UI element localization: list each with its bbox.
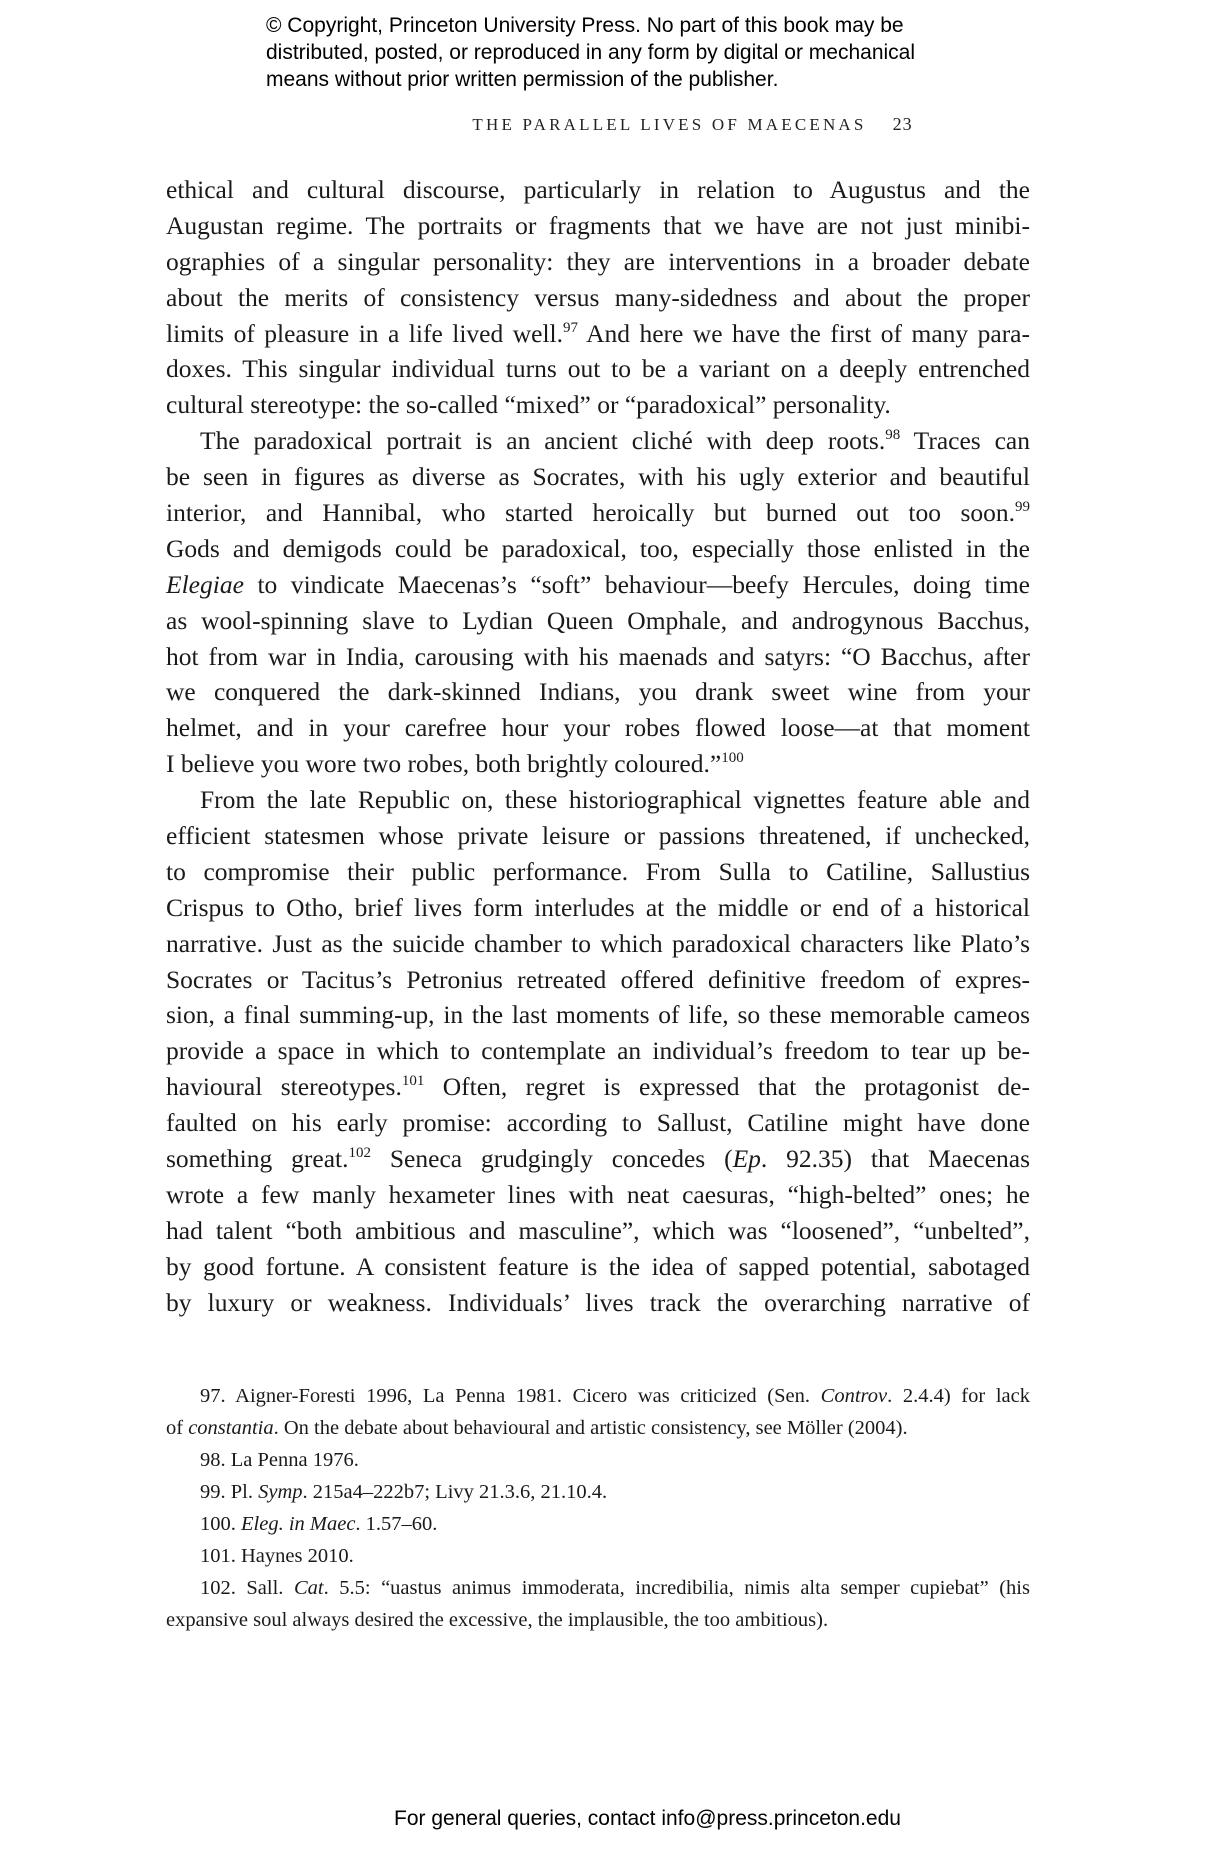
copyright-line: distributed, posted, or reproduced in any form by digital or mechanical xyxy=(266,41,916,64)
italic-title: Eleg. in Maec xyxy=(241,1513,356,1535)
footnote-ref-102[interactable]: 102 xyxy=(348,1145,371,1162)
text-span: 97. Aigner-Foresti 1996, La Penna 1981. Cicero was criticized (Sen. xyxy=(200,1385,821,1407)
text-line: provide a space in which to contemplate an individual’s freedom to tear up be- xyxy=(166,1036,1030,1066)
text-line: wrote a few manly hexameter lines with neat caesuras, “high-belted” ones; he xyxy=(166,1179,1030,1209)
text-line xyxy=(166,316,1030,352)
page-number: 23 xyxy=(892,114,913,134)
footnote-98 xyxy=(166,1444,1030,1476)
text-span: to vindicate Maecenas’s “soft” behaviour—beefy Hercules, doing time xyxy=(243,569,1030,599)
text-line xyxy=(166,423,1030,459)
text-line: ethical and cultural discourse, particularly in relation to Augustus and the xyxy=(166,175,1030,204)
text-span: 100. xyxy=(200,1513,241,1535)
text-line: doxes. This singular individual turns out to be a variant on a deeply entrenched xyxy=(166,354,1030,384)
text-span: . On the debate about behavioural and artistic consistency, see Möller (2004). xyxy=(273,1417,908,1439)
text-line: Crispus to Otho, brief lives form interludes at the middle or end of a historical xyxy=(166,892,1030,922)
text-span: of xyxy=(166,1417,189,1439)
footnote-97 xyxy=(166,1380,1030,1444)
running-title: THE PARALLEL LIVES OF MAECENAS xyxy=(472,115,867,134)
text-line xyxy=(166,495,1030,531)
footnote-ref-98[interactable]: 98 xyxy=(885,427,901,444)
footnote-ref-100[interactable]: 100 xyxy=(721,750,744,767)
copyright-notice xyxy=(266,12,1026,93)
text-span: And here we have the first of many para- xyxy=(578,318,1030,348)
text-line xyxy=(166,567,1030,603)
text-line: hot from war in India, carousing with his maenads and satyrs: “O Bacchus, after xyxy=(166,641,1030,671)
text-line: by luxury or weakness. Individuals’ lives track the overarching narrative of xyxy=(166,1287,1030,1317)
footnote-ref-97[interactable]: 97 xyxy=(563,319,578,336)
copyright-line: means without prior written permission of the publisher. xyxy=(266,68,779,91)
text-line: narrative. Just as the suicide chamber to which paradoxical characters like Plato’s xyxy=(166,928,1030,958)
text-span: Traces can xyxy=(900,426,1030,456)
text-line: ographies of a singular personality: they are interventions in a broader debate xyxy=(166,246,1030,276)
text-line: Socrates or Tacitus’s Petronius retreated offered definitive freedom of expres- xyxy=(166,964,1030,994)
text-line xyxy=(166,1069,1030,1105)
text-line: as wool-spinning slave to Lydian Queen Omphale, and androgynous Bacchus, xyxy=(166,605,1030,635)
text-line: faulted on his early promise: according to Sallust, Catiline might have done xyxy=(166,1108,1030,1138)
text-line: Gods and demigods could be paradoxical, too, especially those enlisted in the xyxy=(166,533,1030,563)
footnote-line: 101. Haynes 2010. xyxy=(200,1545,354,1567)
copyright-line: © Copyright, Princeton University Press. No part of this book may be xyxy=(266,14,904,37)
text-line: helmet, and in your carefree hour your robes flowed loose—at that moment xyxy=(166,713,1030,743)
footnotes xyxy=(166,1380,1030,1636)
italic-title: Controv xyxy=(820,1385,888,1407)
footnote-line xyxy=(166,1380,1030,1412)
text-span: Seneca grudgingly concedes ( xyxy=(370,1144,733,1174)
footnote-line: 98. La Penna 1976. xyxy=(200,1449,359,1471)
text-span: 99. Pl. xyxy=(200,1481,259,1503)
text-line: be seen in figures as diverse as Socrates, with his ugly exterior and beautiful xyxy=(166,462,1030,492)
body-text xyxy=(166,172,1030,1321)
text-line: sion, a final summing-up, in the last moments of life, so these memorable cameos xyxy=(166,1000,1030,1030)
text-line: by good fortune. A consistent feature is the idea of sapped potential, sabotaged xyxy=(166,1251,1030,1281)
footer-contact: For general queries, contact info@press.princeton.edu xyxy=(394,1807,901,1830)
footnote-ref-101[interactable]: 101 xyxy=(401,1073,425,1090)
text-span: havioural stereotypes. xyxy=(166,1072,402,1102)
text-span: The paradoxical portrait is an ancient cliché with deep roots. xyxy=(200,426,886,456)
footnote-line: expansive soul always desired the excessive, the implausible, the too ambitious). xyxy=(166,1609,829,1631)
footnote-line xyxy=(166,1572,1030,1604)
text-line: cultural stereotype: the so-called “mixed” or “paradoxical” personality. xyxy=(166,390,891,420)
italic-title: Elegiae xyxy=(166,569,244,599)
italic-title: constantia xyxy=(188,1417,274,1439)
text-span: something great. xyxy=(166,1144,349,1174)
text-line: Augustan regime. The portraits or fragments that we have are not just minibi- xyxy=(166,210,1030,240)
text-span: . 1.57–60. xyxy=(355,1513,438,1535)
running-head xyxy=(0,114,1225,135)
footnote-line xyxy=(166,1476,1030,1508)
text-line: From the late Republic on, these historiographical vignettes feature able and xyxy=(200,785,1030,815)
text-line: to compromise their public performance. From Sulla to Catiline, Sallustius xyxy=(166,856,1030,886)
text-span: 102. Sall. xyxy=(200,1577,294,1599)
text-span: . 215a4–222b7; Livy 21.3.6, 21.10.4. xyxy=(302,1481,608,1503)
text-span: limits of pleasure in a life lived well. xyxy=(166,318,563,348)
text-span: . 5.5: “uastus animus immoderata, incredibilia, nimis alta semper cupiebat” (his xyxy=(323,1577,1030,1599)
footnote-100 xyxy=(166,1508,1030,1540)
footnote-line xyxy=(166,1412,1030,1444)
text-line: efficient statesmen whose private leisure or passions threatened, if unchecked, xyxy=(166,821,1030,851)
text-line: about the merits of consistency versus many-sidedness and about the proper xyxy=(166,282,1030,312)
text-span: . 92.35) that Maecenas xyxy=(760,1144,1030,1174)
italic-title: Symp xyxy=(258,1481,303,1503)
text-line xyxy=(166,746,1030,782)
text-span: . 2.4.4) for lack xyxy=(887,1385,1030,1407)
text-line: had talent “both ambitious and masculine”, which was “loosened”, “unbelted”, xyxy=(166,1215,1030,1245)
text-line xyxy=(166,1141,1030,1177)
text-span: I believe you wore two robes, both brightly coloured.” xyxy=(166,749,722,779)
footnote-ref-99[interactable]: 99 xyxy=(1015,499,1030,516)
text-span: interior, and Hannibal, who started heroically but burned out too soon. xyxy=(166,498,1015,528)
footnote-102 xyxy=(166,1572,1030,1636)
text-line: we conquered the dark-skinned Indians, you drank sweet wine from your xyxy=(166,677,1030,707)
footnote-101 xyxy=(166,1540,1030,1572)
text-span: Often, regret is expressed that the protagonist de- xyxy=(424,1072,1030,1102)
footnote-99 xyxy=(166,1476,1030,1508)
italic-title: Cat xyxy=(293,1577,324,1599)
italic-title: Ep xyxy=(732,1144,761,1174)
footnote-line xyxy=(166,1508,1030,1540)
